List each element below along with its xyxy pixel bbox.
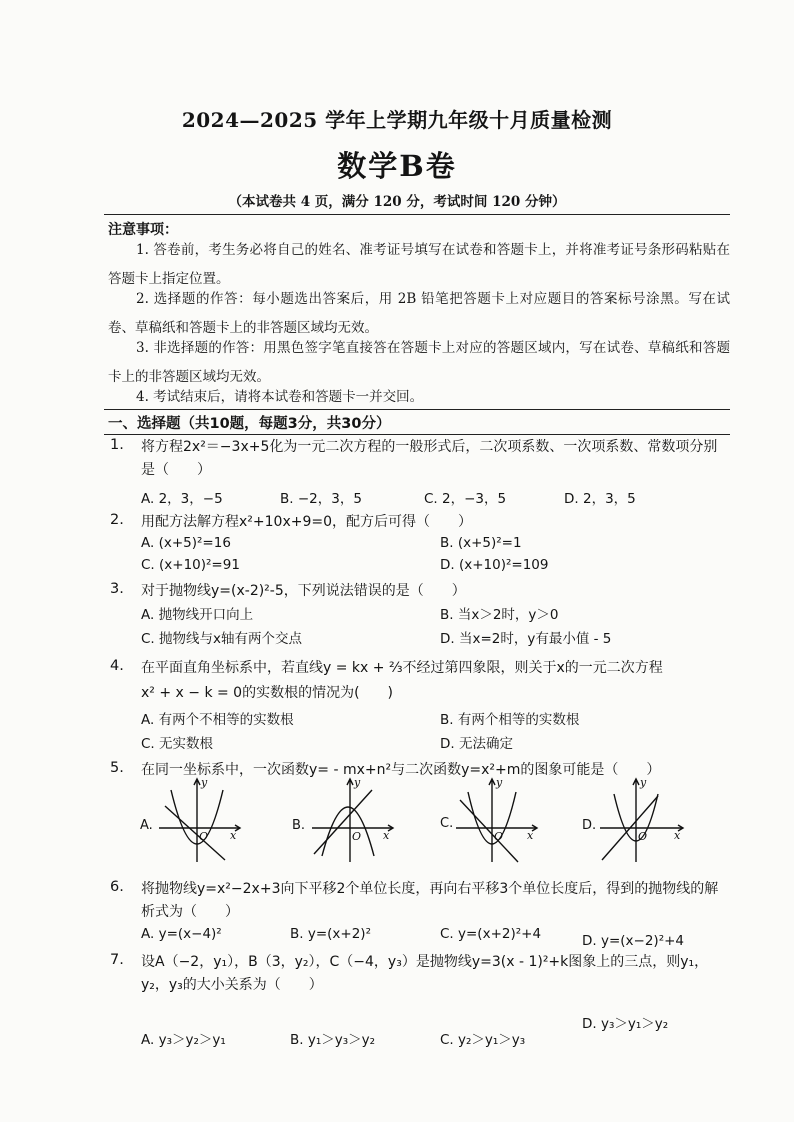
option-d: D. (x+10)²=109 [440,557,549,573]
option-d: D. 2，3，5 [564,491,636,507]
option-b: B. −2，3，5 [280,491,362,507]
line [460,800,518,862]
question-number: 7. [110,952,124,968]
exam-info: （本试卷共 4 页，满分 120 分，考试时间 120 分钟） [228,194,566,210]
option-b: B. 有两个相等的实数根 [440,712,580,728]
question-text: 设A（−2，y₁），B（3，y₂），C（−4，y₃）是抛物线y=3(x - 1)²+k图象上的三点，则y₁，y₂，y₃的大小关系为（ ） [141,954,709,993]
y-axis-label: y [496,776,503,789]
x-axis-label: x [527,829,534,842]
question-number: 1. [110,437,124,453]
divider-notes [104,409,730,410]
option-d: D. y=(x−2)²+4 [582,933,685,949]
y-axis-label: y [354,776,361,789]
y-axis-label: y [640,776,647,789]
graph-option-d-label: D. [582,818,597,833]
divider-section [104,434,730,435]
x-axis-label: x [674,829,681,842]
x-axis-label: x [383,829,390,842]
note-item-2: 2. 选择题的作答：每小题选出答案后，用 2B 铅笔把答题卡上对应题目的答案标号涂黑。写在试卷、草稿纸和答题卡上的非答题区域均无效。 [108,291,730,336]
notes-heading: 注意事项： [108,222,178,238]
question-number: 3. [110,581,124,597]
question-text: 对于抛物线y=(x-2)²-5，下列说法错误的是（ ） [141,583,466,599]
parabola [322,807,374,856]
question-text: 将方程2x²＝−3x+5化为一元二次方程的一般形式后，二次项系数、一次项系数、常数项分别是（ ） [141,439,718,478]
graph-option-c-label: C. [440,816,454,831]
graph-option-b [308,776,398,864]
option-c: C. (x+10)²=91 [141,557,240,573]
question-text: 用配方法解方程x²+10x+9=0，配方后可得（ ） [141,514,473,530]
x-axis-label: x [230,829,237,842]
option-a: A. (x+5)²=16 [141,535,231,551]
option-c: C. 无实数根 [141,736,214,752]
origin-label: O [352,830,362,843]
option-a: A. 抛物线开口向上 [141,607,254,623]
graph-option-d [596,776,688,864]
option-a: A. 有两个不相等的实数根 [141,712,294,728]
option-b: B. y₁＞y₃＞y₂ [290,1032,376,1048]
question-number: 2. [110,512,124,528]
question-number: 6. [110,879,124,895]
option-d: D. y₃＞y₁＞y₂ [582,1016,669,1032]
option-c: C. 抛物线与x轴有两个交点 [141,631,302,647]
exam-title: 2024—2025 学年上学期九年级十月质量检测 [181,108,613,132]
graph-option-c [452,776,542,864]
origin-label: O [638,830,648,843]
option-c: C. y₂＞y₁＞y₃ [440,1032,526,1048]
origin-label: O [494,830,504,843]
option-c: C. 2，−3，5 [424,491,507,507]
option-b: B. 当x＞2时，y＞0 [440,607,559,623]
note-item-4: 4. 考试结束后，请将本试卷和答题卡一并交回。 [136,389,424,405]
question-number: 5. [110,760,124,776]
question-text-line2: x² + x − k = 0的实数根的情况为( ) [141,685,394,701]
option-a: A. 2，3，−5 [141,491,223,507]
option-b: B. (x+5)²=1 [440,535,522,551]
option-b: B. y=(x+2)² [290,926,371,942]
option-a: A. y=(x−4)² [141,926,222,942]
graph-option-b-label: B. [292,818,306,833]
question-text: 在同一坐标系中，一次函数y= - mx+n²与二次函数y=x²+m的图象可能是（ ） [141,762,661,778]
note-item-3: 3. 非选择题的作答：用黑色签字笔直接答在答题卡上对应的答题区域内，写在试卷、草稿纸和答题卡上的非答题区域均无效。 [108,340,730,385]
question-text: 将抛物线y=x²−2x+3向下平移2个单位长度，再向右平移3个单位长度后，得到的抛物线的解析式为（ ） [141,881,719,920]
option-a: A. y₃＞y₂＞y₁ [141,1032,226,1048]
note-item-1: 1. 答卷前，考生务必将自己的姓名、准考证号填写在试卷和答题卡上，并将准考证号条形码粘贴在答题卡上指定位置。 [108,242,730,287]
graph-option-a [155,776,245,864]
option-c: C. y=(x+2)²+4 [440,926,542,942]
graph-option-a-label: A. [140,818,153,833]
line [314,790,372,854]
question-text: 在平面直角坐标系中，若直线y = kx + ⅔不经过第四象限，则关于x的一元二次方程 [141,660,663,676]
option-d: D. 当x=2时，y有最小值 - 5 [440,631,612,647]
option-d: D. 无法确定 [440,736,513,752]
origin-label: O [199,830,209,843]
y-axis-label: y [201,776,208,789]
divider-top [104,214,730,215]
question-number: 4. [110,658,124,674]
section-heading: 一、选择题（共10题，每题3分，共30分） [108,416,391,432]
exam-subtitle: 数学B卷 [337,149,457,183]
